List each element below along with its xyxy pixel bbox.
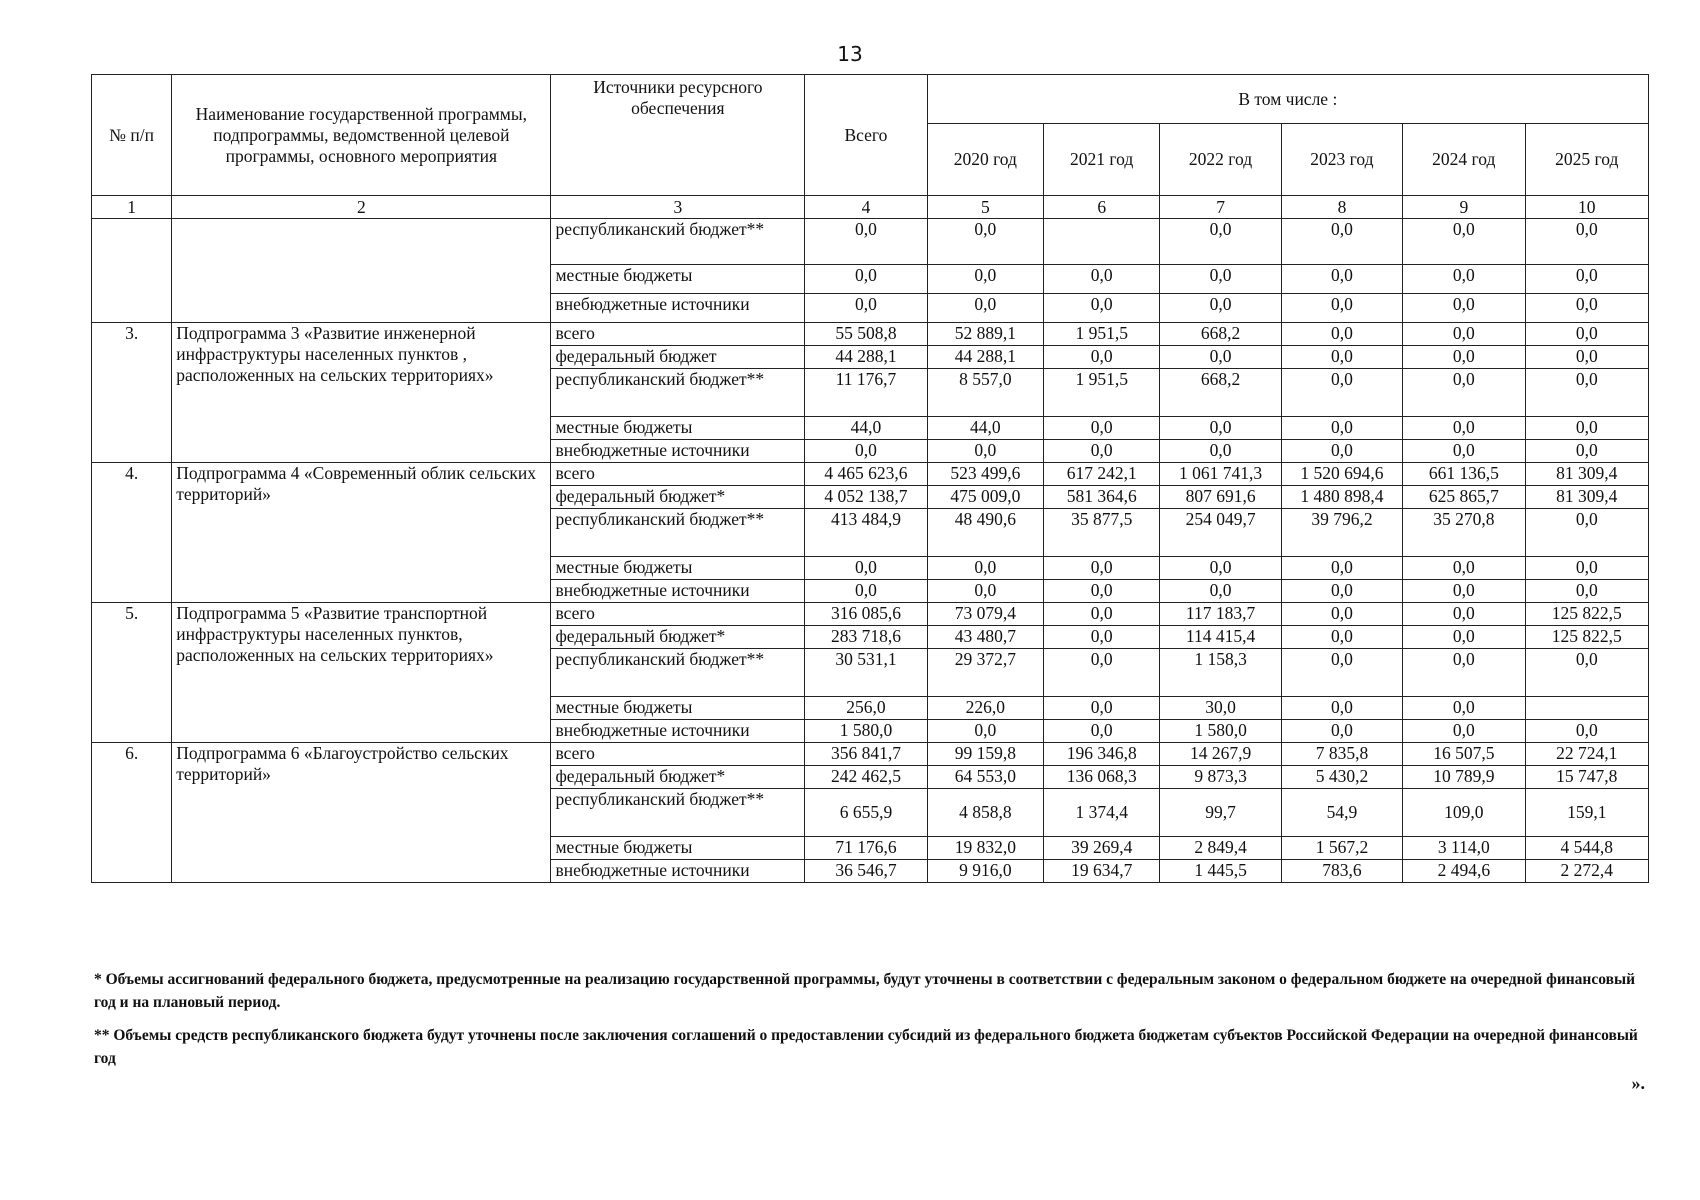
year-value: 254 049,7: [1160, 509, 1281, 557]
year-value: 9 916,0: [927, 860, 1043, 883]
table-header-row: [92, 75, 1649, 124]
year-value: 668,2: [1160, 369, 1281, 417]
table-row: [92, 743, 1649, 766]
funding-source: республиканский бюджет**: [551, 219, 805, 265]
column-number: 5: [927, 196, 1043, 219]
funding-source: республиканский бюджет**: [551, 789, 805, 837]
subprogram-name: Подпрограмма 4 «Современный облик сельских территорий»: [172, 463, 551, 603]
year-value: 0,0: [1044, 294, 1160, 323]
year-value: 54,9: [1281, 789, 1402, 837]
year-value: 1 158,3: [1160, 649, 1281, 697]
year-value: 29 372,7: [927, 649, 1043, 697]
year-value: 0,0: [1160, 580, 1281, 603]
year-value: 0,0: [1281, 649, 1402, 697]
funding-source: внебюджетные источники: [551, 440, 805, 463]
year-value: 35 270,8: [1403, 509, 1525, 557]
column-number: 9: [1403, 196, 1525, 219]
total-value: 4 465 623,6: [805, 463, 927, 486]
year-value: 0,0: [1281, 294, 1402, 323]
year-value: 8 557,0: [927, 369, 1043, 417]
funding-source: внебюджетные источники: [551, 580, 805, 603]
closing-mark: ».: [1631, 1073, 1645, 1093]
year-value: 0,0: [1044, 417, 1160, 440]
year-value: 0,0: [1281, 557, 1402, 580]
year-value: 0,0: [1525, 219, 1648, 265]
year-value: 0,0: [1403, 323, 1525, 346]
year-value: 475 009,0: [927, 486, 1043, 509]
year-value: 52 889,1: [927, 323, 1043, 346]
funding-source: федеральный бюджет*: [551, 766, 805, 789]
header-year: 2024 год: [1403, 124, 1525, 196]
year-value: 0,0: [1525, 509, 1648, 557]
subprogram-number: 3.: [92, 323, 172, 463]
funding-source: всего: [551, 323, 805, 346]
total-value: 316 085,6: [805, 603, 927, 626]
year-value: 2 272,4: [1525, 860, 1648, 883]
header-name: Наименование государственной программы, подпрограммы, ведомственной целевой программы, основного мероприятия: [172, 75, 551, 196]
year-value: 0,0: [1281, 417, 1402, 440]
year-value: 617 242,1: [1044, 463, 1160, 486]
footnote-federal: * Объемы ассигнований федерального бюджета, предусмотренные на реализацию государственной программы, будут уточнены в соответствии с федеральным законом о федеральном бюджете на очередной финансовый год и на плановый период.: [94, 971, 1636, 1011]
table-row: [92, 603, 1649, 626]
year-value: 44 288,1: [927, 346, 1043, 369]
year-value: 0,0: [1044, 346, 1160, 369]
total-value: 0,0: [805, 580, 927, 603]
total-value: 44 288,1: [805, 346, 927, 369]
year-value: 783,6: [1281, 860, 1402, 883]
year-value: 0,0: [1525, 649, 1648, 697]
total-value: 356 841,7: [805, 743, 927, 766]
year-value: 0,0: [1160, 557, 1281, 580]
year-value: 44,0: [927, 417, 1043, 440]
year-value: 117 183,7: [1160, 603, 1281, 626]
funding-source: федеральный бюджет: [551, 346, 805, 369]
year-value: 0,0: [1525, 720, 1648, 743]
year-value: 0,0: [927, 720, 1043, 743]
year-value: 0,0: [1403, 346, 1525, 369]
year-value: 0,0: [1281, 580, 1402, 603]
year-value: 81 309,4: [1525, 486, 1648, 509]
program-name-cell: [172, 219, 551, 323]
year-value: 0,0: [1281, 265, 1402, 294]
year-value: 0,0: [1160, 219, 1281, 265]
footnotes: [94, 968, 1649, 1080]
year-value: 0,0: [1281, 346, 1402, 369]
total-value: 1 580,0: [805, 720, 927, 743]
year-value: 159,1: [1525, 789, 1648, 837]
total-value: 6 655,9: [805, 789, 927, 837]
year-value: 1 445,5: [1160, 860, 1281, 883]
year-value: 0,0: [1044, 697, 1160, 720]
year-value: 0,0: [1044, 265, 1160, 294]
year-value: 73 079,4: [927, 603, 1043, 626]
year-value: 39 269,4: [1044, 837, 1160, 860]
row-number-cell: [92, 219, 172, 323]
table-row: [92, 463, 1649, 486]
year-value: 0,0: [927, 219, 1043, 265]
total-value: 0,0: [805, 219, 927, 265]
year-value: 0,0: [1044, 580, 1160, 603]
year-value: 0,0: [1403, 219, 1525, 265]
total-value: 0,0: [805, 294, 927, 323]
year-value: 3 114,0: [1403, 837, 1525, 860]
year-value: 99 159,8: [927, 743, 1043, 766]
year-value: 114 415,4: [1160, 626, 1281, 649]
year-value: 668,2: [1160, 323, 1281, 346]
column-number: 6: [1044, 196, 1160, 219]
year-value: 0,0: [1403, 720, 1525, 743]
total-value: 36 546,7: [805, 860, 927, 883]
column-number: 8: [1281, 196, 1402, 219]
subprogram-name: Подпрограмма 6 «Благоустройство сельских территорий»: [172, 743, 551, 883]
year-value: 22 724,1: [1525, 743, 1648, 766]
funding-source: внебюджетные источники: [551, 860, 805, 883]
column-number: 1: [92, 196, 172, 219]
year-value: [1525, 697, 1648, 720]
funding-source: местные бюджеты: [551, 697, 805, 720]
year-value: 0,0: [1160, 346, 1281, 369]
funding-source: республиканский бюджет**: [551, 649, 805, 697]
total-value: 413 484,9: [805, 509, 927, 557]
year-value: 0,0: [1403, 440, 1525, 463]
year-value: 0,0: [1525, 369, 1648, 417]
funding-source: федеральный бюджет*: [551, 486, 805, 509]
year-value: 0,0: [1525, 323, 1648, 346]
year-value: 0,0: [1403, 294, 1525, 323]
year-value: 0,0: [1160, 265, 1281, 294]
year-value: 9 873,3: [1160, 766, 1281, 789]
year-value: 19 832,0: [927, 837, 1043, 860]
year-value: 0,0: [927, 265, 1043, 294]
year-value: 0,0: [1044, 440, 1160, 463]
header-source: Источники ресурсного обеспечения: [551, 75, 805, 196]
year-value: 1 520 694,6: [1281, 463, 1402, 486]
year-value: 16 507,5: [1403, 743, 1525, 766]
year-value: 35 877,5: [1044, 509, 1160, 557]
year-value: 0,0: [1044, 649, 1160, 697]
column-numbers-row: [92, 196, 1649, 219]
year-value: 19 634,7: [1044, 860, 1160, 883]
year-value: 0,0: [1403, 417, 1525, 440]
year-value: 1 374,4: [1044, 789, 1160, 837]
year-value: 2 849,4: [1160, 837, 1281, 860]
header-year: 2023 год: [1281, 124, 1402, 196]
year-value: 0,0: [1403, 557, 1525, 580]
year-value: 30,0: [1160, 697, 1281, 720]
year-value: 0,0: [1525, 346, 1648, 369]
total-value: 242 462,5: [805, 766, 927, 789]
year-value: 4 858,8: [927, 789, 1043, 837]
year-value: [1044, 219, 1160, 265]
funding-source: местные бюджеты: [551, 557, 805, 580]
funding-source: внебюджетные источники: [551, 720, 805, 743]
year-value: 0,0: [1281, 369, 1402, 417]
table-row: [92, 323, 1649, 346]
year-value: 523 499,6: [927, 463, 1043, 486]
year-value: 0,0: [1281, 323, 1402, 346]
year-value: 0,0: [1403, 649, 1525, 697]
total-value: 11 176,7: [805, 369, 927, 417]
subprogram-number: 6.: [92, 743, 172, 883]
year-value: 1 480 898,4: [1281, 486, 1402, 509]
year-value: 0,0: [1403, 369, 1525, 417]
year-value: 1 580,0: [1160, 720, 1281, 743]
year-value: 5 430,2: [1281, 766, 1402, 789]
year-value: 2 494,6: [1403, 860, 1525, 883]
year-value: 1 567,2: [1281, 837, 1402, 860]
year-value: 196 346,8: [1044, 743, 1160, 766]
year-value: 0,0: [1044, 603, 1160, 626]
header-year: 2025 год: [1525, 124, 1648, 196]
year-value: 99,7: [1160, 789, 1281, 837]
year-value: 81 309,4: [1525, 463, 1648, 486]
year-value: 581 364,6: [1044, 486, 1160, 509]
budget-table: [91, 74, 1649, 883]
year-value: 7 835,8: [1281, 743, 1402, 766]
year-value: 0,0: [1403, 626, 1525, 649]
year-value: 807 691,6: [1160, 486, 1281, 509]
year-value: 0,0: [1281, 720, 1402, 743]
funding-source: внебюджетные источники: [551, 294, 805, 323]
funding-source: всего: [551, 743, 805, 766]
year-value: 0,0: [1044, 557, 1160, 580]
funding-source: местные бюджеты: [551, 265, 805, 294]
footnote-republic: ** Объемы средств республиканского бюджета будут уточнены после заключения соглашений о предоставлении субсидий из федерального бюджета бюджетам субъектов Российской Федерации на очередной финансовый год: [94, 1027, 1638, 1067]
subprogram-number: 5.: [92, 603, 172, 743]
total-value: 0,0: [805, 440, 927, 463]
year-value: 0,0: [1525, 440, 1648, 463]
year-value: 1 951,5: [1044, 369, 1160, 417]
column-number: 4: [805, 196, 927, 219]
funding-source: местные бюджеты: [551, 837, 805, 860]
total-value: 71 176,6: [805, 837, 927, 860]
year-value: 39 796,2: [1281, 509, 1402, 557]
year-value: 1 951,5: [1044, 323, 1160, 346]
total-value: 283 718,6: [805, 626, 927, 649]
funding-source: республиканский бюджет**: [551, 369, 805, 417]
funding-source: федеральный бюджет*: [551, 626, 805, 649]
header-num: № п/п: [92, 75, 172, 196]
page-number: 13: [837, 42, 863, 66]
header-year: 2021 год: [1044, 124, 1160, 196]
column-number: 2: [172, 196, 551, 219]
year-value: 0,0: [1525, 265, 1648, 294]
year-value: 0,0: [1044, 626, 1160, 649]
year-value: 125 822,5: [1525, 626, 1648, 649]
year-value: 109,0: [1403, 789, 1525, 837]
year-value: 48 490,6: [927, 509, 1043, 557]
year-value: 0,0: [927, 294, 1043, 323]
year-value: 0,0: [1525, 580, 1648, 603]
year-value: 0,0: [927, 557, 1043, 580]
year-value: 15 747,8: [1525, 766, 1648, 789]
year-value: 0,0: [1281, 697, 1402, 720]
year-value: 0,0: [1160, 417, 1281, 440]
year-value: 43 480,7: [927, 626, 1043, 649]
year-value: 0,0: [1403, 603, 1525, 626]
total-value: 44,0: [805, 417, 927, 440]
year-value: 0,0: [1281, 440, 1402, 463]
year-value: 1 061 741,3: [1160, 463, 1281, 486]
year-value: 0,0: [1281, 603, 1402, 626]
total-value: 256,0: [805, 697, 927, 720]
total-value: 30 531,1: [805, 649, 927, 697]
total-value: 0,0: [805, 557, 927, 580]
year-value: 0,0: [1403, 697, 1525, 720]
year-value: 10 789,9: [1403, 766, 1525, 789]
year-value: 0,0: [1403, 265, 1525, 294]
year-value: 0,0: [1525, 557, 1648, 580]
column-number: 10: [1525, 196, 1648, 219]
year-value: 64 553,0: [927, 766, 1043, 789]
subprogram-name: Подпрограмма 3 «Развитие инженерной инфраструктуры населенных пунктов , расположенных на сельских территориях»: [172, 323, 551, 463]
column-number: 7: [1160, 196, 1281, 219]
year-value: 0,0: [927, 440, 1043, 463]
year-value: 0,0: [927, 580, 1043, 603]
year-value: 0,0: [1525, 417, 1648, 440]
year-value: 4 544,8: [1525, 837, 1648, 860]
funding-source: всего: [551, 463, 805, 486]
subprogram-name: Подпрограмма 5 «Развитие транспортной инфраструктуры населенных пунктов, расположенных на сельских территориях»: [172, 603, 551, 743]
header-including: В том числе :: [927, 75, 1648, 124]
total-value: 0,0: [805, 265, 927, 294]
year-value: 0,0: [1160, 294, 1281, 323]
funding-source: республиканский бюджет**: [551, 509, 805, 557]
year-value: 0,0: [1403, 580, 1525, 603]
header-total: Всего: [805, 75, 927, 196]
funding-source: всего: [551, 603, 805, 626]
year-value: 0,0: [1525, 294, 1648, 323]
year-value: 0,0: [1160, 440, 1281, 463]
year-value: 125 822,5: [1525, 603, 1648, 626]
year-value: 0,0: [1044, 720, 1160, 743]
year-value: 0,0: [1281, 626, 1402, 649]
year-value: 661 136,5: [1403, 463, 1525, 486]
total-value: 4 052 138,7: [805, 486, 927, 509]
subprogram-number: 4.: [92, 463, 172, 603]
year-value: 226,0: [927, 697, 1043, 720]
header-year: 2020 год: [927, 124, 1043, 196]
header-year: 2022 год: [1160, 124, 1281, 196]
year-value: 0,0: [1281, 219, 1402, 265]
year-value: 625 865,7: [1403, 486, 1525, 509]
table-row: [92, 219, 1649, 265]
total-value: 55 508,8: [805, 323, 927, 346]
column-number: 3: [551, 196, 805, 219]
year-value: 136 068,3: [1044, 766, 1160, 789]
funding-source: местные бюджеты: [551, 417, 805, 440]
year-value: 14 267,9: [1160, 743, 1281, 766]
